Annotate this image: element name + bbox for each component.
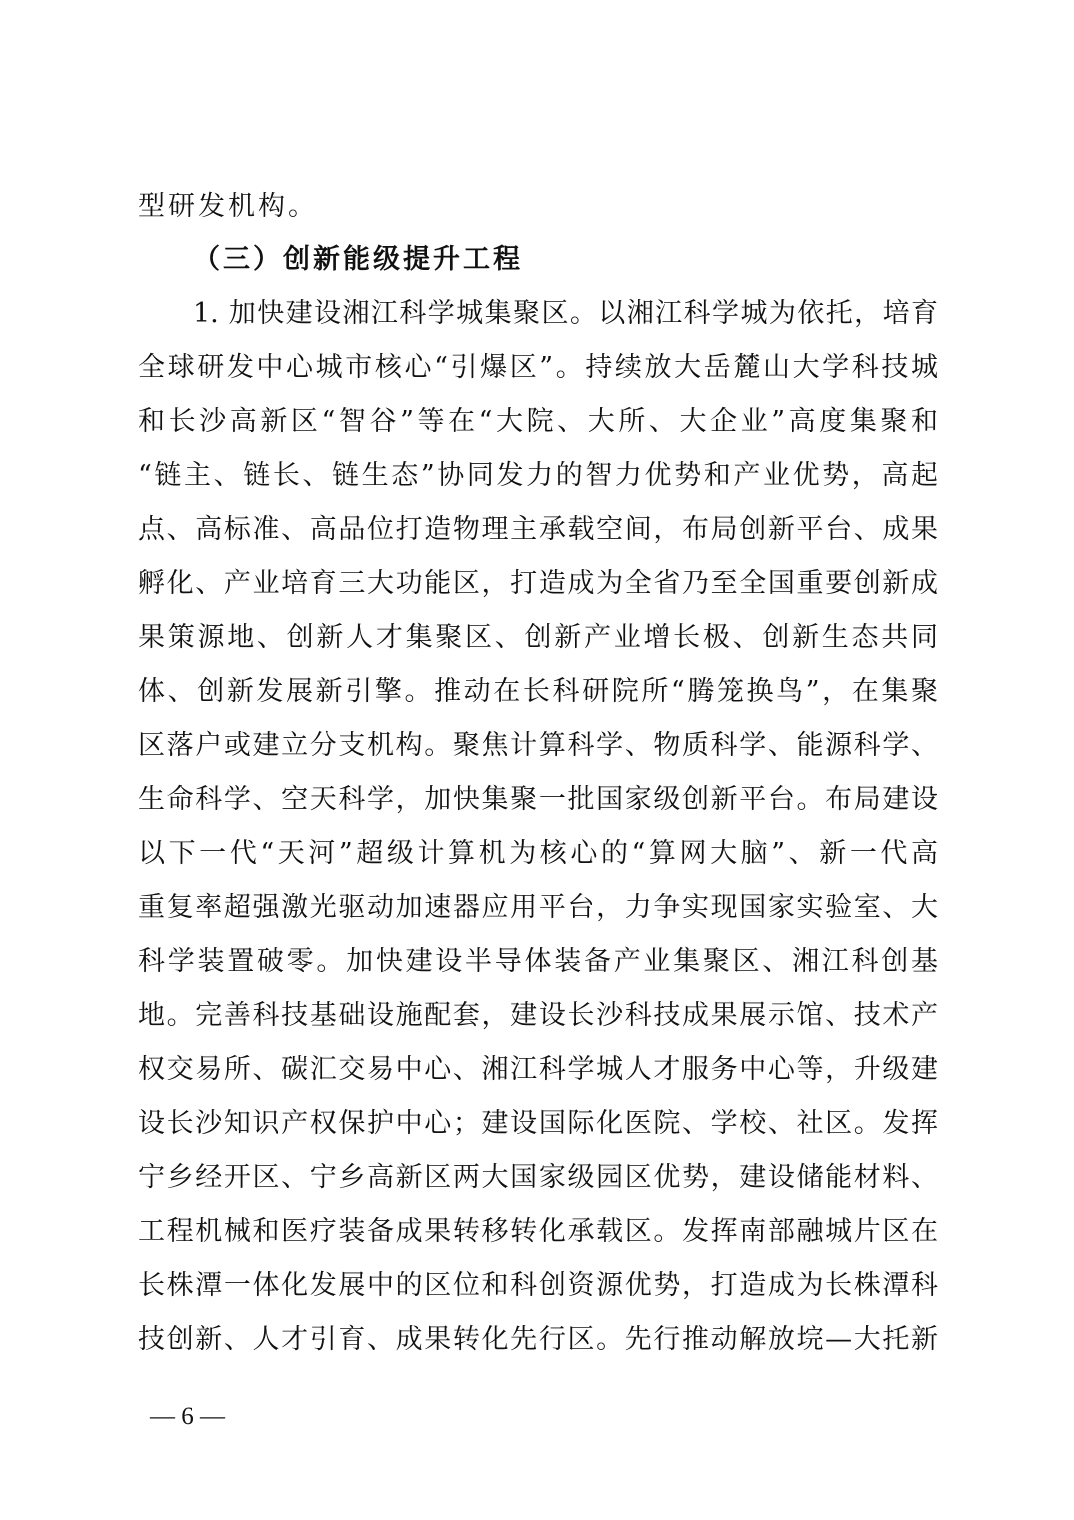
paragraph-line: 设长沙知识产权保护中心；建设国际化医院、学校、社区。发挥 [138, 1108, 938, 1139]
paragraph-line: 权交易所、碳汇交易中心、湘江科学城人才服务中心等，升级建 [138, 1054, 938, 1085]
paragraph-line: “链主、链长、链生态”协同发力的智力优势和产业优势，高起 [138, 460, 938, 491]
paragraph-line: 生命科学、空天科学，加快集聚一批国家级创新平台。布局建设 [138, 784, 938, 815]
paragraph-line: 全球研发中心城市核心“引爆区”。持续放大岳麓山大学科技城 [138, 352, 938, 383]
paragraph-line: 和长沙高新区“智谷”等在“大院、大所、大企业”高度集聚和 [138, 406, 938, 437]
paragraph-line: 长株潭一体化发展中的区位和科创资源优势，打造成为长株潭科 [138, 1270, 938, 1301]
paragraph-line: 区落户或建立分支机构。聚焦计算科学、物质科学、能源科学、 [138, 730, 938, 761]
paragraph-line-continuation: 型研发机构。 [138, 191, 318, 222]
paragraph-line: 宁乡经开区、宁乡高新区两大国家级园区优势，建设储能材料、 [138, 1162, 938, 1193]
paragraph-line: 果策源地、创新人才集聚区、创新产业增长极、创新生态共同 [138, 622, 938, 653]
paragraph-line: 1. 加快建设湘江科学城集聚区。以湘江科学城为依托，培育 [193, 298, 938, 329]
paragraph-line: 点、高标准、高品位打造物理主承载空间，布局创新平台、成果 [138, 514, 938, 545]
page-number: — 6 — [150, 1403, 225, 1430]
paragraph-line: 体、创新发展新引擎。推动在长科研院所“腾笼换鸟”，在集聚 [138, 676, 938, 707]
paragraph-line: 地。完善科技基础设施配套，建设长沙科技成果展示馆、技术产 [138, 1000, 938, 1031]
paragraph-line: 科学装置破零。加快建设半导体装备产业集聚区、湘江科创基 [138, 946, 938, 977]
paragraph-line: 技创新、人才引育、成果转化先行区。先行推动解放垸—大托新 [138, 1324, 938, 1355]
paragraph-line: 工程机械和医疗装备成果转移转化承载区。发挥南部融城片区在 [138, 1216, 938, 1247]
paragraph-line: 重复率超强激光驱动加速器应用平台，力争实现国家实验室、大 [138, 892, 938, 923]
paragraph-line: 以下一代“天河”超级计算机为核心的“算网大脑”、新一代高 [138, 838, 938, 869]
paragraph-line: 孵化、产业培育三大功能区，打造成为全省乃至全国重要创新成 [138, 568, 938, 599]
section-heading: （三）创新能级提升工程 [193, 244, 523, 275]
